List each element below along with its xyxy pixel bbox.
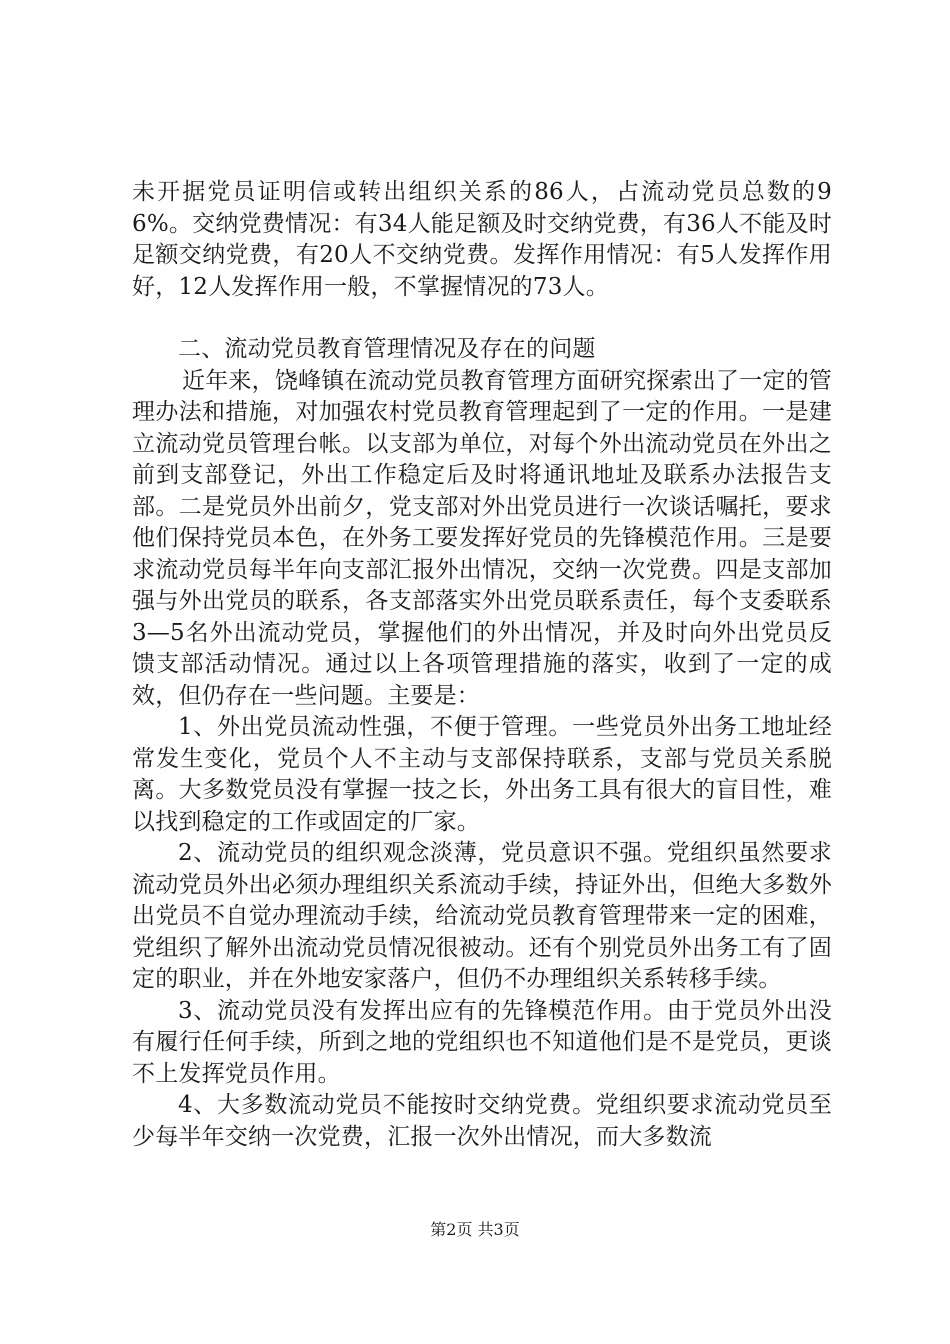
page-footer	[0, 1217, 950, 1240]
document-body	[132, 177, 832, 1153]
paragraph-intro: 近年来，饶峰镇在流动党员教育管理方面研究探索出了一定的管理办法和措施，对加强农村党员教育管理起到了一定的作用。一是建立流动党员管理台帐。以支部为单位，对每个外出流动党员在外出之前到支部登记，外出工作稳定后及时将通讯地址及联系办法报告支部。二是党员外出前夕，党支部对外出党员进行一次谈话嘱托，要求他们保持党员本色，在外务工要发挥好党员的先锋模范作用。三是要求流动党员每半年向支部汇报外出情况，交纳一次党费。四是支部加强与外出党员的联系，各支部落实外出党员联系责任，每个支委联系3—5名外出流动党员，掌握他们的外出情况，并及时向外出党员反馈支部活动情况。通过以上各项管理措施的落实，收到了一定的成效，但仍存在一些问题。主要是：	[132, 367, 832, 709]
page-number-label: 第2页 共3页	[430, 1220, 520, 1239]
section-heading: 二、流动党员教育管理情况及存在的问题	[178, 336, 596, 362]
list-item-4: 4、大多数流动党员不能按时交纳党费。党组织要求流动党员至少每半年交纳一次党费，汇报一次外出情况，而大多数流	[132, 1092, 832, 1150]
paragraph-statistics: 未开据党员证明信或转出组织关系的86人，占流动党员总数的96%。交纳党费情况：有34人能足额及时交纳党费，有36人不能及时足额交纳党费，有20人不交纳党费。发挥作用情况：有5人发挥作用好，12人发挥作用一般，不掌握情况的73人。	[132, 179, 832, 300]
list-item-1: 1、外出党员流动性强，不便于管理。一些党员外出务工地址经常发生变化，党员个人不主动与支部保持联系，支部与党员关系脱离。大多数党员没有掌握一技之长，外出务工具有很大的盲目性，难以找到稳定的工作或固定的厂家。	[132, 714, 832, 835]
list-item-2: 2、流动党员的组织观念淡薄，党员意识不强。党组织虽然要求流动党员外出必须办理组织关系流动手续，持证外出，但绝大多数外出党员不自觉办理流动手续，给流动党员教育管理带来一定的困难，党组织了解外出流动党员情况很被动。还有个别党员外出务工有了固定的职业，并在外地安家落户，但仍不办理组织关系转移手续。	[132, 840, 832, 992]
list-item-3: 3、流动党员没有发挥出应有的先锋模范作用。由于党员外出没有履行任何手续，所到之地的党组织也不知道他们是不是党员，更谈不上发挥党员作用。	[132, 997, 832, 1087]
